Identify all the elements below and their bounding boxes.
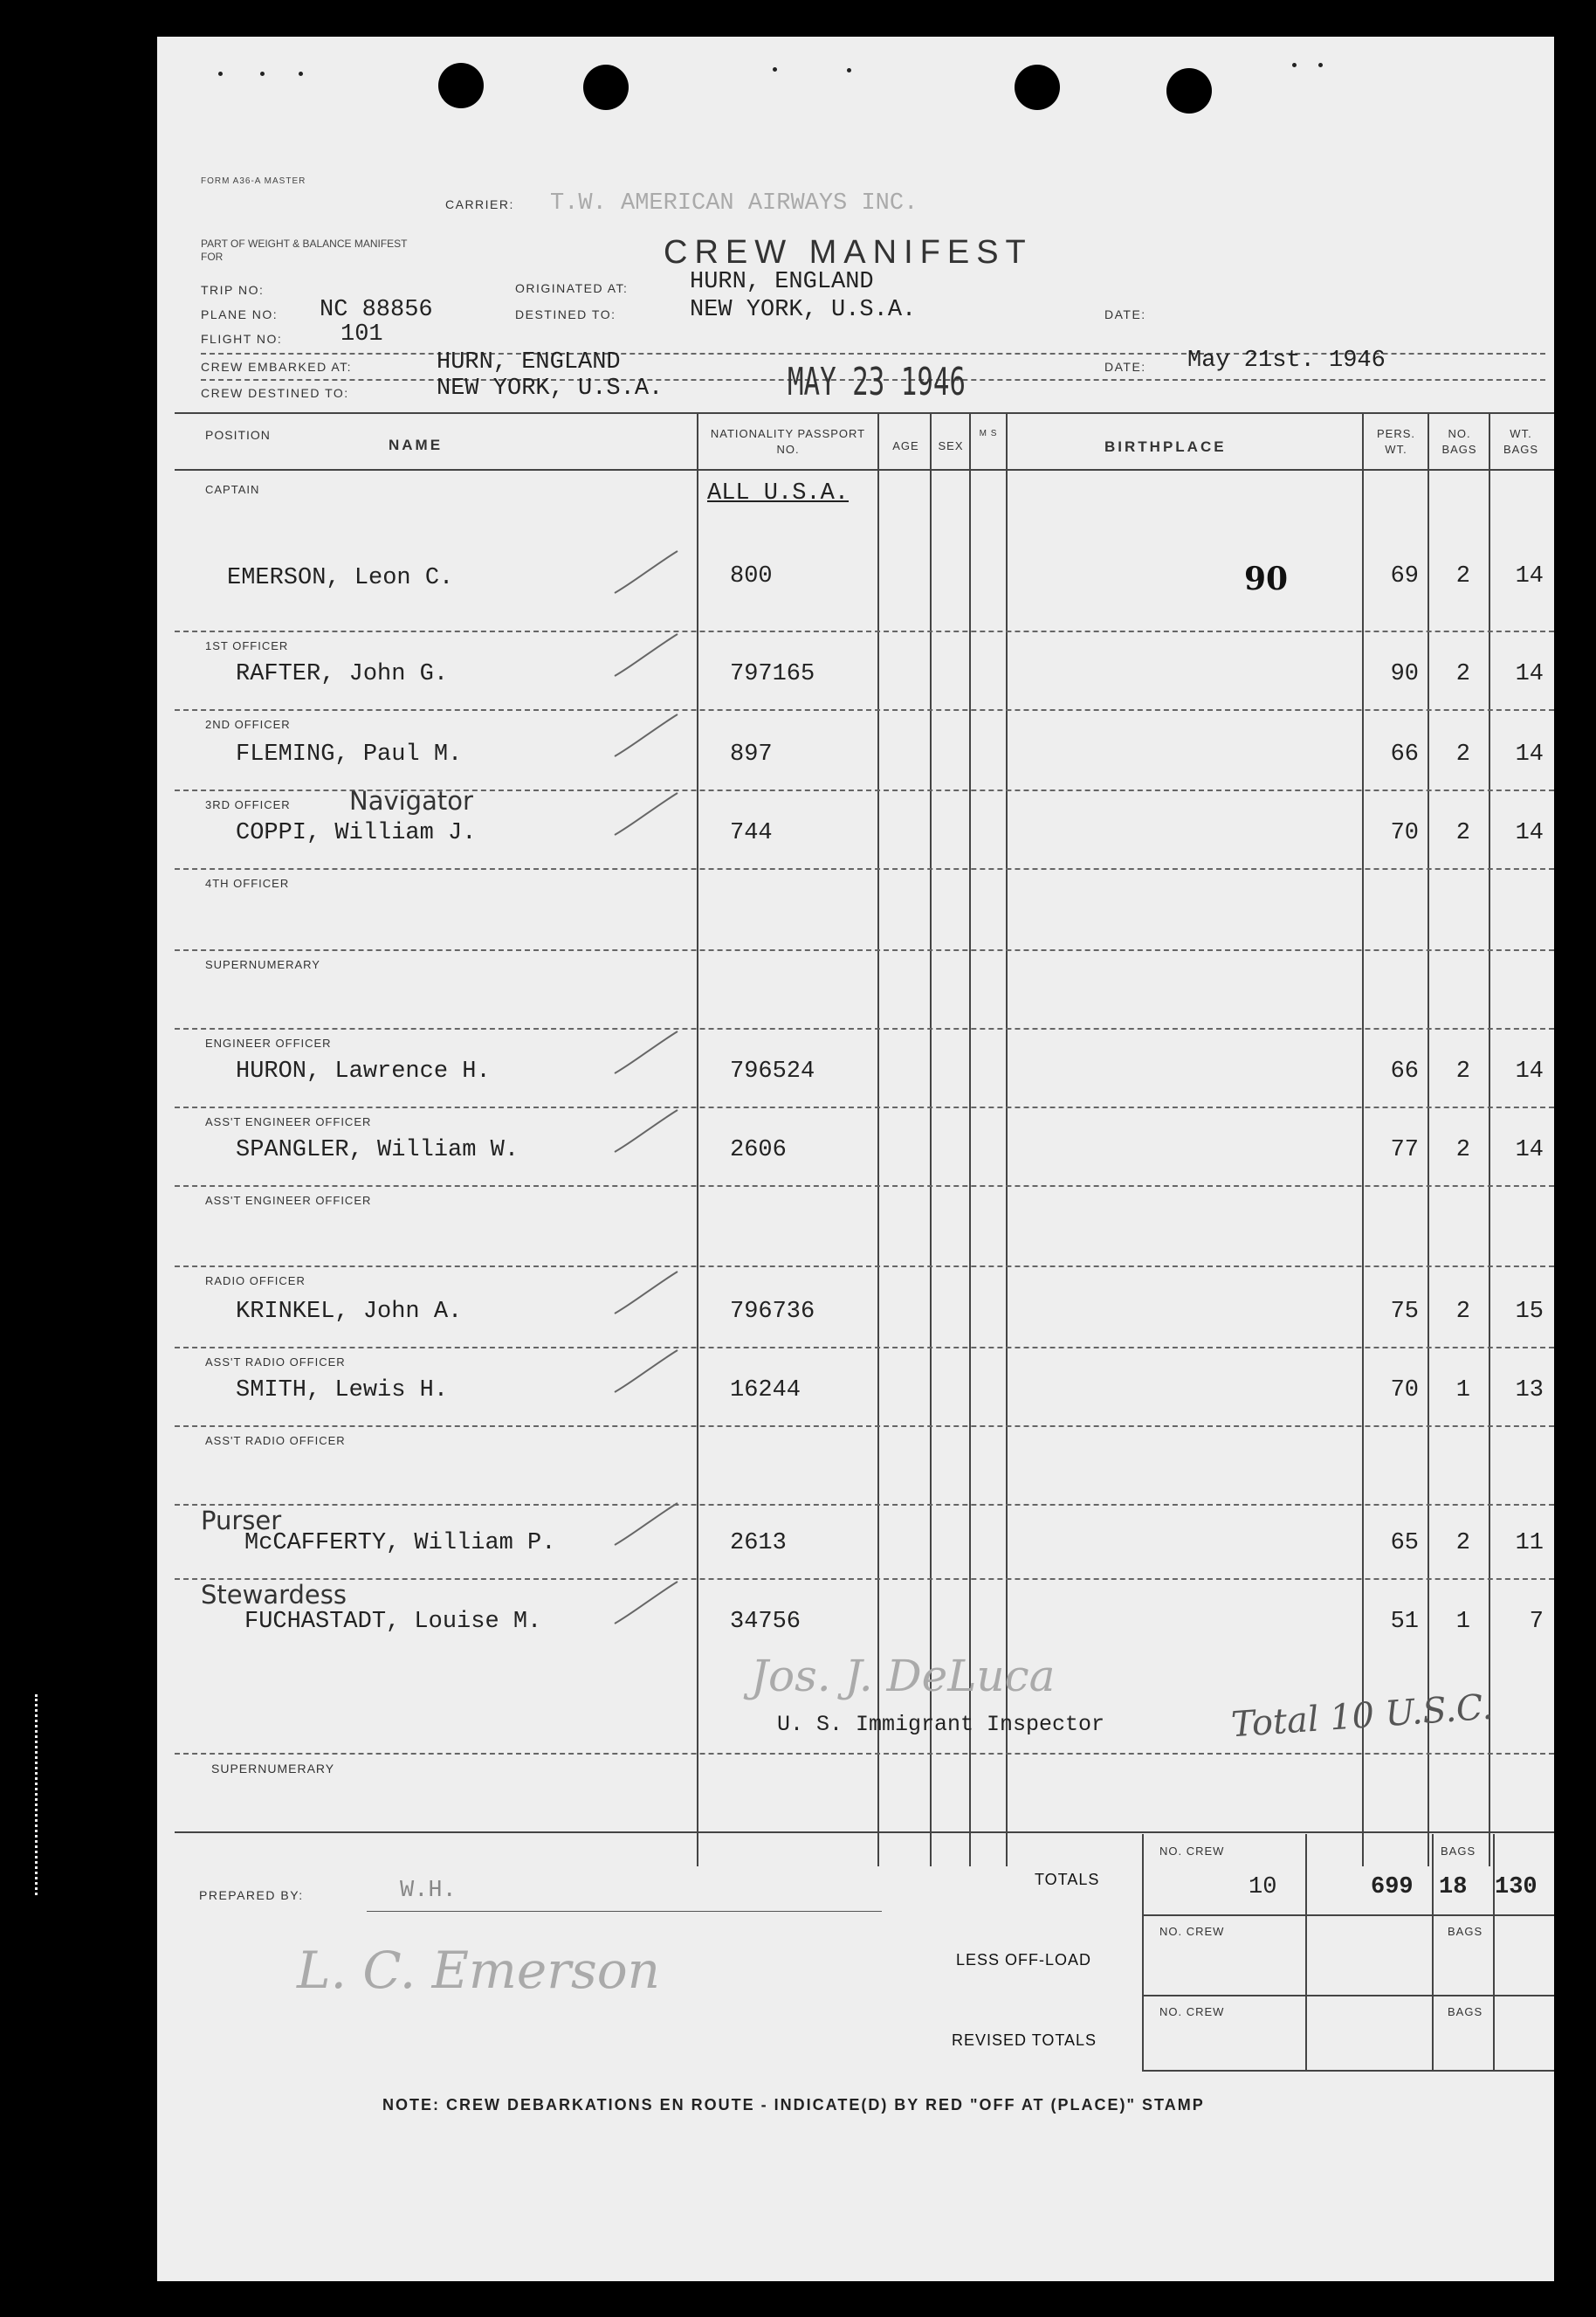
flight-no-value: 101 — [341, 321, 383, 348]
position-label: ASS'T ENGINEER OFFICER — [205, 1115, 372, 1128]
position-label: ASS'T ENGINEER OFFICER — [205, 1194, 372, 1207]
edge-dot — [847, 68, 851, 72]
document-title: CREW MANIFEST — [664, 234, 1033, 271]
edge-dot — [1292, 63, 1297, 67]
inspector-signature: Jos. J. DeLuca — [751, 1651, 1056, 1701]
crew-name: McCAFFERTY, William P. — [244, 1530, 556, 1556]
check-mark-icon — [611, 790, 681, 842]
table-row — [157, 868, 1554, 949]
row-line — [175, 631, 1554, 632]
carrier-label: CARRIER: — [445, 197, 514, 211]
position-label: RADIO OFFICER — [205, 1274, 306, 1287]
punch-hole — [438, 63, 484, 108]
check-mark-icon — [611, 711, 681, 763]
wt-bags: 14 — [1515, 741, 1544, 768]
col-pers-wt: PERS. WT. — [1376, 427, 1415, 456]
check-mark-icon — [611, 548, 681, 600]
crew-name: FUCHASTADT, Louise M. — [244, 1609, 542, 1635]
position-note: Purser — [201, 1506, 282, 1535]
inspector-title: U. S. Immigrant Inspector — [777, 1712, 1105, 1737]
row-line — [175, 1185, 1554, 1187]
revised-totals-label: REVISED TOTALS — [952, 2031, 1097, 2049]
table-row — [157, 709, 1554, 790]
position-label: 1ST OFFICER — [205, 639, 289, 652]
check-mark-icon — [611, 631, 681, 683]
table-row — [157, 1107, 1554, 1185]
originated-value: HURN, ENGLAND — [690, 269, 874, 295]
check-mark-icon — [611, 1347, 681, 1399]
totals-wt-bags: 130 — [1495, 1874, 1538, 1900]
pers-wt: 70 — [1390, 820, 1419, 846]
captain-signature: L. C. Emerson — [297, 1941, 660, 2000]
wt-bags: 11 — [1515, 1530, 1544, 1556]
plane-no-label: PLANE NO: — [201, 307, 279, 321]
totals-line — [1142, 2070, 1554, 2072]
row-line — [175, 1504, 1554, 1506]
date-label: DATE: — [1104, 307, 1146, 321]
no-bags: 2 — [1455, 563, 1470, 590]
table-row — [157, 469, 1554, 631]
destined-label: DESTINED TO: — [515, 307, 616, 321]
no-bags: 2 — [1455, 741, 1470, 768]
row-line — [175, 949, 1554, 951]
bags-label-3: BAGS — [1448, 2005, 1483, 2018]
pers-wt: 66 — [1390, 1059, 1419, 1085]
pers-wt: 65 — [1390, 1530, 1419, 1556]
crew-name: FLEMING, Paul M. — [236, 741, 463, 768]
passport-no: 16244 — [730, 1377, 801, 1403]
pers-wt: 51 — [1390, 1609, 1419, 1635]
row-line — [175, 1028, 1554, 1030]
no-bags: 2 — [1455, 1530, 1470, 1556]
crew-name: RAFTER, John G. — [236, 661, 449, 687]
wt-bags: 14 — [1515, 563, 1544, 590]
col-no-bags: NO. BAGS — [1441, 427, 1477, 456]
pers-wt: 77 — [1390, 1137, 1419, 1163]
table-row — [157, 786, 1554, 868]
table-bottom-line — [175, 1831, 1554, 1833]
passport-no: 744 — [730, 820, 773, 846]
originated-label: ORIGINATED AT: — [515, 281, 629, 295]
passport-no: 2606 — [730, 1137, 787, 1163]
edge-dot — [260, 72, 265, 76]
no-bags: 2 — [1455, 661, 1470, 687]
table-row — [157, 1347, 1554, 1425]
pers-wt: 69 — [1390, 563, 1419, 590]
check-mark-icon — [611, 1268, 681, 1321]
edge-dot — [218, 72, 223, 76]
position-label: ASS'T RADIO OFFICER — [205, 1355, 346, 1369]
totals-line — [1142, 1914, 1554, 1916]
wt-bags: 13 — [1515, 1377, 1544, 1403]
punch-hole — [1166, 68, 1212, 114]
col-birthplace: BIRTHPLACE — [1104, 438, 1227, 455]
crew-name: SPANGLER, William W. — [236, 1137, 519, 1163]
prepared-by-line — [367, 1911, 882, 1912]
supernumerary-label: SUPERNUMERARY — [211, 1762, 335, 1776]
trip-no-label: TRIP NO: — [201, 283, 265, 297]
wt-bags: 14 — [1515, 1137, 1544, 1163]
table-top-line — [175, 412, 1554, 414]
edge-dot — [773, 67, 777, 72]
edge-dot — [299, 72, 303, 76]
crew-destined-value: NEW YORK, U.S.A. — [437, 376, 664, 402]
position-label: SUPERNUMERARY — [205, 958, 320, 971]
col-nationality: NATIONALITY PASSPORT NO. — [710, 427, 866, 456]
table-row — [157, 1265, 1554, 1347]
date-value: May 21st. 1946 — [1187, 348, 1386, 374]
date-label-2: DATE: — [1104, 360, 1146, 374]
position-label: 4TH OFFICER — [205, 877, 290, 890]
wt-bags: 14 — [1515, 1059, 1544, 1085]
wt-bags: 7 — [1529, 1609, 1544, 1635]
edge-mark — [35, 1694, 40, 1895]
totals-divider — [1493, 1834, 1495, 2070]
table-row — [157, 1425, 1554, 1504]
crew-name: SMITH, Lewis H. — [236, 1377, 449, 1403]
no-crew-label-3: NO. CREW — [1159, 2005, 1225, 2018]
wt-bags: 14 — [1515, 661, 1544, 687]
edge-dot — [1318, 63, 1323, 67]
check-mark-icon — [611, 1500, 681, 1552]
date-stamp: MAY 23 1946 — [788, 360, 966, 404]
no-bags: 2 — [1455, 1299, 1470, 1325]
crew-name: COPPI, William J. — [236, 820, 477, 846]
passport-no: 2613 — [730, 1530, 787, 1556]
position-label: 2ND OFFICER — [205, 718, 291, 731]
flight-no-label: FLIGHT NO: — [201, 332, 283, 346]
totals-label: TOTALS — [1035, 1871, 1100, 1888]
row-line — [175, 1347, 1554, 1348]
row-line — [175, 1265, 1554, 1267]
destined-value: NEW YORK, U.S.A. — [690, 297, 917, 323]
row-line — [175, 1578, 1554, 1580]
total-note: Total 10 U.S.C. — [1229, 1686, 1495, 1746]
check-mark-icon — [611, 1107, 681, 1159]
passport-no: 897 — [730, 741, 773, 768]
check-mark-icon — [611, 1578, 681, 1631]
table-row — [157, 1578, 1554, 1657]
passport-no: 800 — [730, 563, 773, 590]
form-number: FORM A36-A MASTER — [201, 176, 306, 186]
col-age: AGE — [892, 439, 919, 452]
position-label: CAPTAIN — [205, 483, 260, 496]
no-crew-value: 10 — [1249, 1874, 1277, 1900]
col-ms: M S — [979, 429, 998, 438]
table-row — [157, 631, 1554, 709]
wt-bags: 14 — [1515, 820, 1544, 846]
punch-hole — [1015, 65, 1060, 110]
page-mark: 90 — [1244, 561, 1289, 597]
embarked-value: HURN, ENGLAND — [437, 349, 621, 376]
nationality-note: ALL U.S.A. — [707, 480, 850, 507]
table-row — [157, 1028, 1554, 1107]
totals-line — [1142, 1995, 1554, 1996]
row-line — [175, 1107, 1554, 1108]
wt-bags: 15 — [1515, 1299, 1544, 1325]
row-line — [175, 709, 1554, 711]
footer-note: NOTE: CREW DEBARKATIONS EN ROUTE - INDICATE(D) BY RED "OFF AT (PLACE)" STAMP — [382, 2096, 1205, 2114]
row-line — [175, 1753, 1554, 1755]
crew-name: HURON, Lawrence H. — [236, 1059, 491, 1085]
position-label: 3RD OFFICER — [205, 798, 291, 811]
row-line — [175, 868, 1554, 870]
carrier-value: T.W. AMERICAN AIRWAYS INC. — [550, 190, 918, 217]
passport-no: 796736 — [730, 1299, 815, 1325]
manifest-page — [157, 37, 1554, 2281]
no-bags: 1 — [1455, 1609, 1470, 1635]
no-crew-label: NO. CREW — [1159, 1845, 1225, 1858]
crew-name: EMERSON, Leon C. — [227, 565, 454, 591]
pers-wt: 70 — [1390, 1377, 1419, 1403]
no-bags: 2 — [1455, 1059, 1470, 1085]
col-position: POSITION — [205, 428, 271, 442]
totals-bags: 18 — [1439, 1874, 1468, 1900]
passport-no: 34756 — [730, 1609, 801, 1635]
row-line — [175, 1425, 1554, 1427]
check-mark-icon — [611, 1028, 681, 1080]
col-sex: SEX — [938, 439, 964, 452]
pers-wt: 66 — [1390, 741, 1419, 768]
position-note: Stewardess — [201, 1580, 347, 1610]
prepared-by-label: PREPARED BY: — [199, 1888, 304, 1902]
punch-hole — [583, 65, 629, 110]
less-offload-label: LESS OFF-LOAD — [956, 1951, 1092, 1969]
passport-no: 796524 — [730, 1059, 815, 1085]
crew-destined-label: CREW DESTINED TO: — [201, 386, 349, 400]
weight-balance-label: PART OF WEIGHT & BALANCE MANIFEST FOR — [201, 238, 408, 263]
col-name: NAME — [389, 437, 444, 453]
table-row — [157, 949, 1554, 1028]
col-wt-bags: WT. BAGS — [1503, 427, 1539, 456]
bags-label-2: BAGS — [1448, 1925, 1483, 1938]
bags-label: BAGS — [1441, 1845, 1476, 1858]
totals-pers-wt: 699 — [1371, 1874, 1414, 1900]
no-bags: 2 — [1455, 1137, 1470, 1163]
pers-wt: 75 — [1390, 1299, 1419, 1325]
pers-wt: 90 — [1390, 661, 1419, 687]
plane-no-value: NC 88856 — [320, 297, 433, 323]
totals-divider — [1432, 1834, 1434, 2070]
passport-no: 797165 — [730, 661, 815, 687]
position-note: Navigator — [349, 786, 473, 816]
totals-divider — [1305, 1834, 1307, 2070]
position-label: ENGINEER OFFICER — [205, 1037, 332, 1050]
table-row — [157, 1185, 1554, 1265]
crew-name: KRINKEL, John A. — [236, 1299, 463, 1325]
no-crew-label-2: NO. CREW — [1159, 1925, 1225, 1938]
no-bags: 2 — [1455, 820, 1470, 846]
prepared-by-value: W.H. — [400, 1878, 457, 1904]
table-row — [157, 1504, 1554, 1578]
position-label: ASS'T RADIO OFFICER — [205, 1434, 346, 1447]
embarked-label: CREW EMBARKED AT: — [201, 360, 353, 374]
no-bags: 1 — [1455, 1377, 1470, 1403]
